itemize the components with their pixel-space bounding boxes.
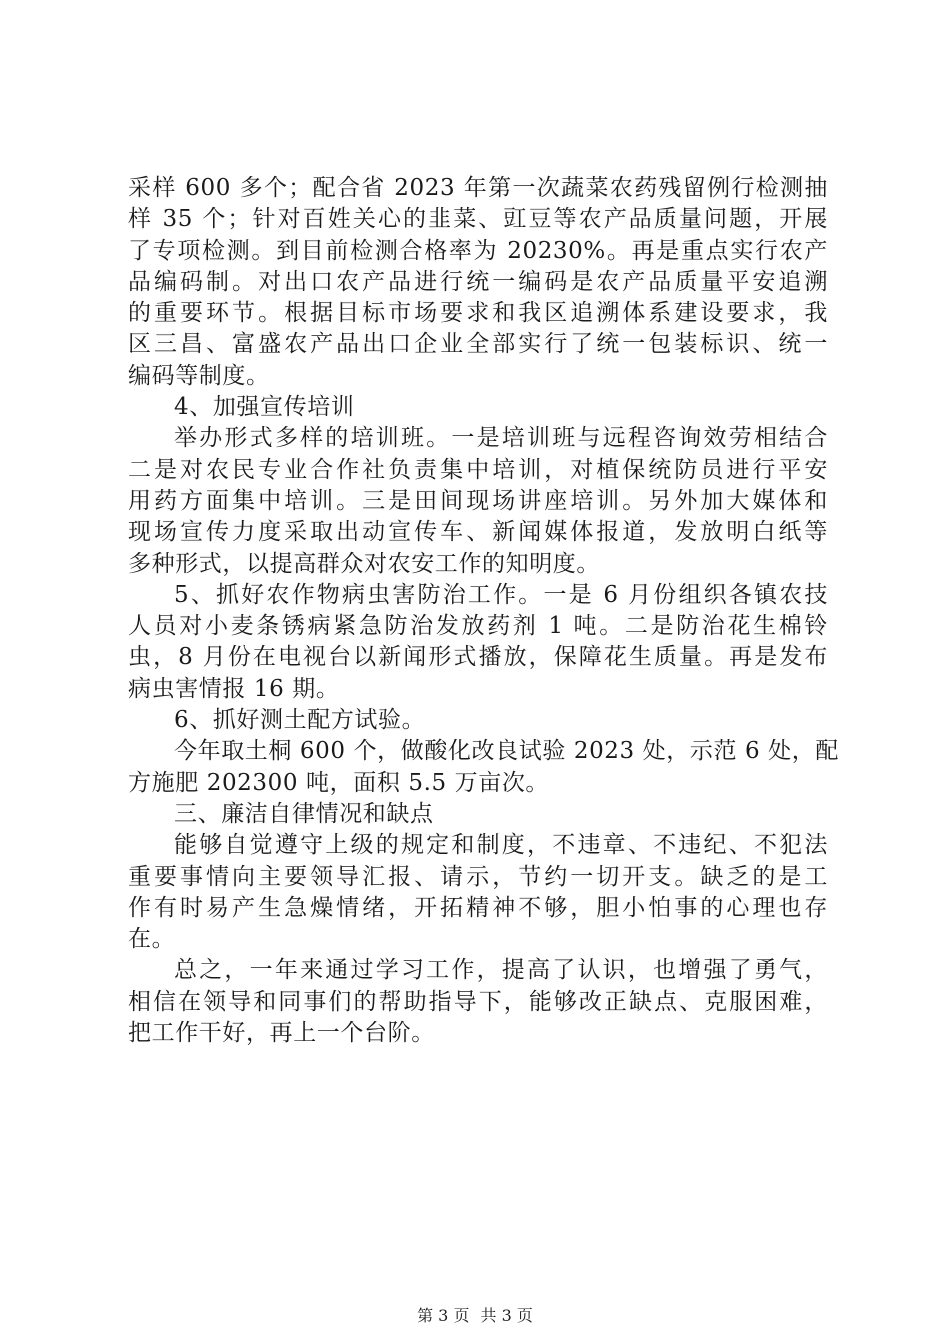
text-line: 重要事情向主要领导汇报、请示，节约一切开支。缺乏的是工 [128, 863, 828, 890]
text-line: 区三昌、富盛农产品出口企业全部实行了统一包装标识、统一 [128, 331, 828, 358]
section-heading: 6、抓好测土配方试验。 [174, 707, 426, 734]
text-line: 人员对小麦条锈病紧急防治发放药剂 1 吨。二是防治花生棉铃 [128, 613, 828, 640]
page-footer [0, 1303, 950, 1326]
text-line: 样 35 个；针对百姓关心的韭菜、豇豆等农产品质量问题，开展 [128, 206, 828, 233]
text-line: 品编码制。对出口农产品进行统一编码是农产品质量平安追溯 [128, 268, 828, 295]
text-line: 总之，一年来通过学习工作，提高了认识，也增强了勇气， [174, 957, 828, 984]
text-line: 5、抓好农作物病虫害防治工作。一是 6 月份组织各镇农技 [174, 581, 828, 608]
body-text [128, 173, 839, 1049]
text-line: 二是对农民专业合作社负责集中培训，对植保统防员进行平安 [128, 456, 828, 483]
section-heading: 4、加强宣传培训 [174, 394, 355, 421]
text-line: 现场宣传力度采取出动宣传车、新闻媒体报道，发放明白纸等 [128, 519, 828, 546]
text-line: 把工作干好，再上一个台阶。 [128, 1020, 435, 1047]
text-line: 多种形式，以提高群众对农安工作的知明度。 [128, 550, 600, 577]
section-heading: 三、廉洁自律情况和缺点 [174, 800, 434, 827]
text-line: 今年取土桐 600 个，做酸化改良试验 2023 处，示范 6 处，配 [174, 738, 839, 765]
text-line: 采样 600 多个；配合省 2023 年第一次蔬菜农药残留例行检测抽 [128, 175, 828, 201]
text-line: 的重要环节。根据目标市场要求和我区追溯体系建设要求，我 [128, 300, 828, 327]
text-line: 虫，8 月份在电视台以新闻形式播放，保障花生质量。再是发布 [128, 644, 828, 671]
text-line: 举办形式多样的培训班。一是培训班与远程咨询效劳相结合 [174, 425, 828, 452]
text-line: 作有时易产生急燥情绪，开拓精神不够，胆小怕事的心理也存 [128, 894, 828, 921]
text-line: 编码等制度。 [128, 362, 270, 389]
text-line: 相信在领导和同事们的帮助指导下，能够改正缺点、克服困难， [128, 988, 828, 1015]
page-number: 第 3 页 [417, 1306, 470, 1325]
page-total: 共 3 页 [480, 1306, 533, 1325]
text-line: 了专项检测。到目前检测合格率为 20230%。再是重点实行农产 [128, 237, 828, 264]
text-line: 方施肥 202300 吨，面积 5.5 万亩次。 [128, 769, 550, 796]
text-line: 能够自觉遵守上级的规定和制度，不违章、不违纪、不犯法 [174, 832, 828, 859]
text-line: 用药方面集中培训。三是田间现场讲座培训。另外加大媒体和 [128, 487, 828, 514]
text-line: 病虫害情报 16 期。 [128, 675, 340, 702]
text-line: 在。 [128, 926, 176, 953]
